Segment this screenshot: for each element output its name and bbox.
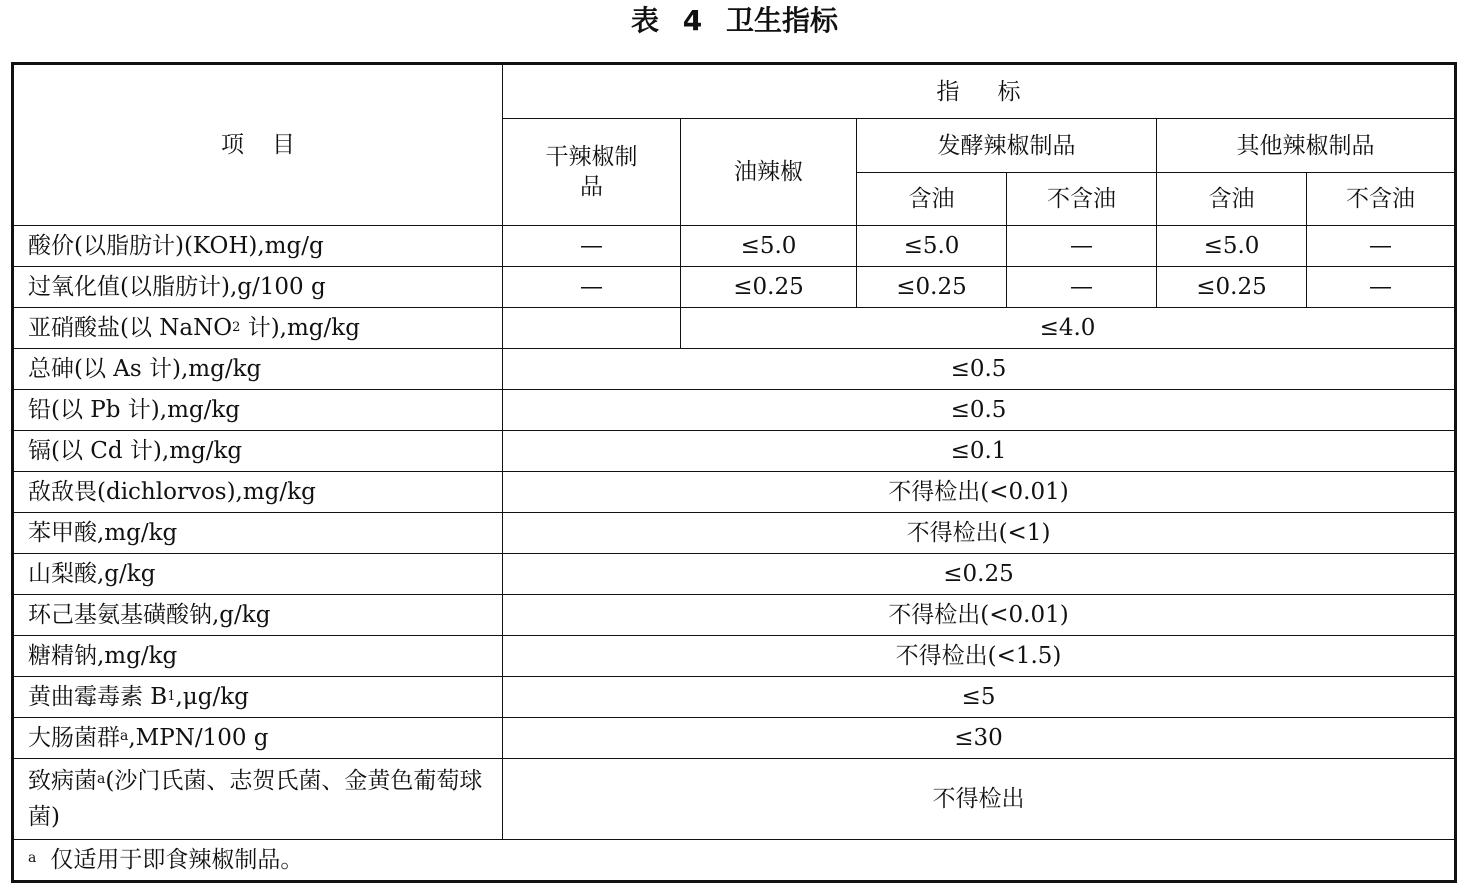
value-cell: ≤4.0 xyxy=(681,308,1456,349)
footnote xyxy=(13,840,1456,882)
item-label: 过氧化值(以脂肪计),g/100 g xyxy=(13,267,503,308)
row-pathogen xyxy=(13,759,1456,840)
item-text: 亚硝酸盐(以 NaNO xyxy=(28,315,233,341)
header-other-with-oil: 含油 xyxy=(1157,173,1307,226)
item-text: 黄曲霉毒素 B xyxy=(28,684,168,710)
row-benzoic-acid xyxy=(13,513,1456,554)
header-item: 项目 xyxy=(13,64,503,226)
item-text: ,μg/kg xyxy=(175,684,249,710)
value-cell: 不得检出 xyxy=(503,759,1456,840)
row-cadmium xyxy=(13,431,1456,472)
item-label: 敌敌畏(dichlorvos),mg/kg xyxy=(13,472,503,513)
value-cell: ≤0.25 xyxy=(1157,267,1307,308)
row-dichlorvos xyxy=(13,472,1456,513)
item-label: 环己基氨基磺酸钠,g/kg xyxy=(13,595,503,636)
item-label: 糖精钠,mg/kg xyxy=(13,636,503,677)
row-peroxide-value xyxy=(13,267,1456,308)
footnote-row xyxy=(13,840,1456,882)
value-cell: 不得检出(<0.01) xyxy=(503,472,1456,513)
value-cell: 不得检出(<1.5) xyxy=(503,636,1456,677)
item-label xyxy=(13,677,503,718)
item-label xyxy=(13,718,503,759)
value-cell: ≤5.0 xyxy=(857,226,1007,267)
row-coliform xyxy=(13,718,1456,759)
item-label: 酸价(以脂肪计)(KOH),mg/g xyxy=(13,226,503,267)
value-cell: — xyxy=(1307,267,1456,308)
row-arsenic xyxy=(13,349,1456,390)
header-indicator: 指标 xyxy=(503,64,1456,119)
value-cell: ≤5.0 xyxy=(681,226,857,267)
item-label xyxy=(13,308,503,349)
row-nitrite xyxy=(13,308,1456,349)
header-fermented-with-oil: 含油 xyxy=(857,173,1007,226)
hygiene-indicator-table xyxy=(11,62,1457,883)
row-sorbic-acid xyxy=(13,554,1456,595)
header-dry-chili: 干辣椒制品 xyxy=(503,119,681,226)
header-row-1 xyxy=(13,64,1456,119)
footnote-marker: a xyxy=(120,728,129,744)
table-title: 表 4 卫生指标 xyxy=(631,4,838,37)
item-label: 镉(以 Cd 计),mg/kg xyxy=(13,431,503,472)
value-cell: — xyxy=(503,267,681,308)
row-cyclamate xyxy=(13,595,1456,636)
value-cell: ≤0.5 xyxy=(503,390,1456,431)
value-cell: 不得检出(<1) xyxy=(503,513,1456,554)
value-cell: ≤0.25 xyxy=(857,267,1007,308)
value-cell: ≤0.25 xyxy=(503,554,1456,595)
item-label: 山梨酸,g/kg xyxy=(13,554,503,595)
footnote-text: 仅适用于即食辣椒制品。 xyxy=(50,847,304,873)
row-saccharin xyxy=(13,636,1456,677)
item-text: 致病菌 xyxy=(28,768,97,794)
row-aflatoxin xyxy=(13,677,1456,718)
value-cell-empty xyxy=(503,308,681,349)
item-label xyxy=(13,759,503,840)
header-fermented-chili: 发酵辣椒制品 xyxy=(857,119,1157,173)
value-cell: ≤0.25 xyxy=(681,267,857,308)
row-lead xyxy=(13,390,1456,431)
subscript: 2 xyxy=(232,320,241,335)
value-cell: ≤5.0 xyxy=(1157,226,1307,267)
header-other-chili: 其他辣椒制品 xyxy=(1157,119,1456,173)
item-text: ,MPN/100 g xyxy=(128,725,269,751)
item-text: 大肠菌群 xyxy=(28,725,120,751)
item-text: (沙门氏菌、志贺氏菌、金黄色葡萄球菌) xyxy=(28,768,483,830)
header-oil-chili: 油辣椒 xyxy=(681,119,857,226)
value-cell: — xyxy=(1307,226,1456,267)
item-label: 铅(以 Pb 计),mg/kg xyxy=(13,390,503,431)
value-cell: — xyxy=(1007,226,1157,267)
value-cell: ≤0.1 xyxy=(503,431,1456,472)
footnote-marker: a xyxy=(97,771,106,787)
value-cell: ≤5 xyxy=(503,677,1456,718)
value-cell: ≤30 xyxy=(503,718,1456,759)
header-other-without-oil: 不含油 xyxy=(1307,173,1456,226)
value-cell: — xyxy=(503,226,681,267)
item-text: 计),mg/kg xyxy=(240,315,360,341)
item-label: 苯甲酸,mg/kg xyxy=(13,513,503,554)
footnote-marker: a xyxy=(28,850,37,866)
row-acid-value xyxy=(13,226,1456,267)
header-fermented-without-oil: 不含油 xyxy=(1007,173,1157,226)
value-cell: 不得检出(<0.01) xyxy=(503,595,1456,636)
value-cell: — xyxy=(1007,267,1157,308)
item-label: 总砷(以 As 计),mg/kg xyxy=(13,349,503,390)
value-cell: ≤0.5 xyxy=(503,349,1456,390)
subscript: 1 xyxy=(167,689,176,704)
